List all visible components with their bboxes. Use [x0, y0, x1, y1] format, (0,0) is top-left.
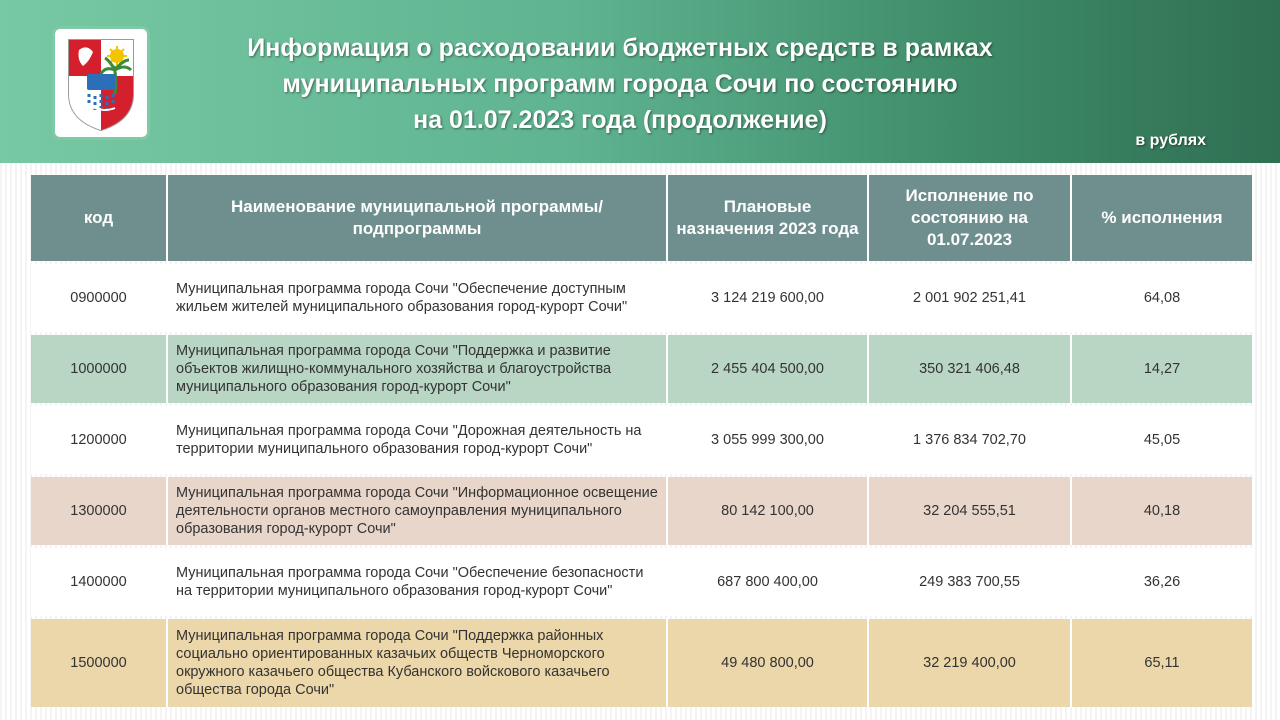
cell-program-name: Муниципальная программа города Сочи "Дорожная деятельность на территории муниципального образования город-курорт Сочи": [168, 406, 668, 474]
cell-code: 1300000: [31, 477, 168, 545]
cell-execution: 32 204 555,51: [869, 477, 1072, 545]
cell-execution: 350 321 406,48: [869, 335, 1072, 403]
page-title-line-2: муниципальных программ города Сочи по состоянию: [282, 70, 958, 98]
table-row: [31, 406, 1252, 474]
cell-execution: 1 376 834 702,70: [869, 406, 1072, 474]
page-title-line-1: Информация о расходовании бюджетных средств в рамках: [247, 34, 993, 62]
cell-plan: 2 455 404 500,00: [668, 335, 869, 403]
table-header-row: [31, 175, 1252, 261]
cell-plan: 3 124 219 600,00: [668, 264, 869, 332]
budget-table: [31, 172, 1252, 710]
cell-program-name: Муниципальная программа города Сочи "Обеспечение безопасности на территории муниципального образования город-курорт Сочи": [168, 548, 668, 616]
cell-code: 0900000: [31, 264, 168, 332]
cell-execution: 249 383 700,55: [869, 548, 1072, 616]
cell-code: 1000000: [31, 335, 168, 403]
cell-program-name: Муниципальная программа города Сочи "Информационное освещение деятельности органов местного самоуправления муниципального образования город-курорт Сочи": [168, 477, 668, 545]
cell-program-name: Муниципальная программа города Сочи "Поддержка районных социально ориентированных казачьих обществ Черноморского окружного казачьего общества Кубанского войскового казачьего общества города Сочи": [168, 619, 668, 707]
cell-percent: 40,18: [1072, 477, 1252, 545]
cell-percent: 65,11: [1072, 619, 1252, 707]
cell-program-name: Муниципальная программа города Сочи "Поддержка и развитие объектов жилищно-коммунального хозяйства и благоустройства муниципального образования город-курорт Сочи": [168, 335, 668, 403]
table-row: [31, 548, 1252, 616]
page-title: [170, 30, 1070, 138]
units-label: в рублях: [1135, 132, 1206, 149]
cell-plan: 80 142 100,00: [668, 477, 869, 545]
table-row: [31, 477, 1252, 545]
column-header-pct: % исполнения: [1072, 175, 1252, 261]
cell-percent: 36,26: [1072, 548, 1252, 616]
header-banner: [0, 0, 1280, 163]
cell-program-name: Муниципальная программа города Сочи "Обеспечение доступным жильем жителей муниципального образования город-курорт Сочи": [168, 264, 668, 332]
table-row: [31, 264, 1252, 332]
cell-code: 1500000: [31, 619, 168, 707]
column-header-code: код: [31, 175, 168, 261]
cell-percent: 45,05: [1072, 406, 1252, 474]
column-header-exec: Исполнение по состоянию на 01.07.2023: [869, 175, 1072, 261]
cell-execution: 32 219 400,00: [869, 619, 1072, 707]
sochi-coat-of-arms-icon: [65, 36, 137, 132]
column-header-plan: Плановые назначения 2023 года: [668, 175, 869, 261]
table-row: [31, 335, 1252, 403]
cell-percent: 64,08: [1072, 264, 1252, 332]
logo: [52, 26, 150, 140]
cell-execution: 2 001 902 251,41: [869, 264, 1072, 332]
cell-plan: 3 055 999 300,00: [668, 406, 869, 474]
cell-code: 1200000: [31, 406, 168, 474]
cell-plan: 687 800 400,00: [668, 548, 869, 616]
cell-percent: 14,27: [1072, 335, 1252, 403]
cell-code: 1400000: [31, 548, 168, 616]
table-row: [31, 619, 1252, 707]
column-header-name: Наименование муниципальной программы/подпрограммы: [168, 175, 668, 261]
page-title-line-3: на 01.07.2023 года (продолжение): [413, 106, 827, 134]
cell-plan: 49 480 800,00: [668, 619, 869, 707]
